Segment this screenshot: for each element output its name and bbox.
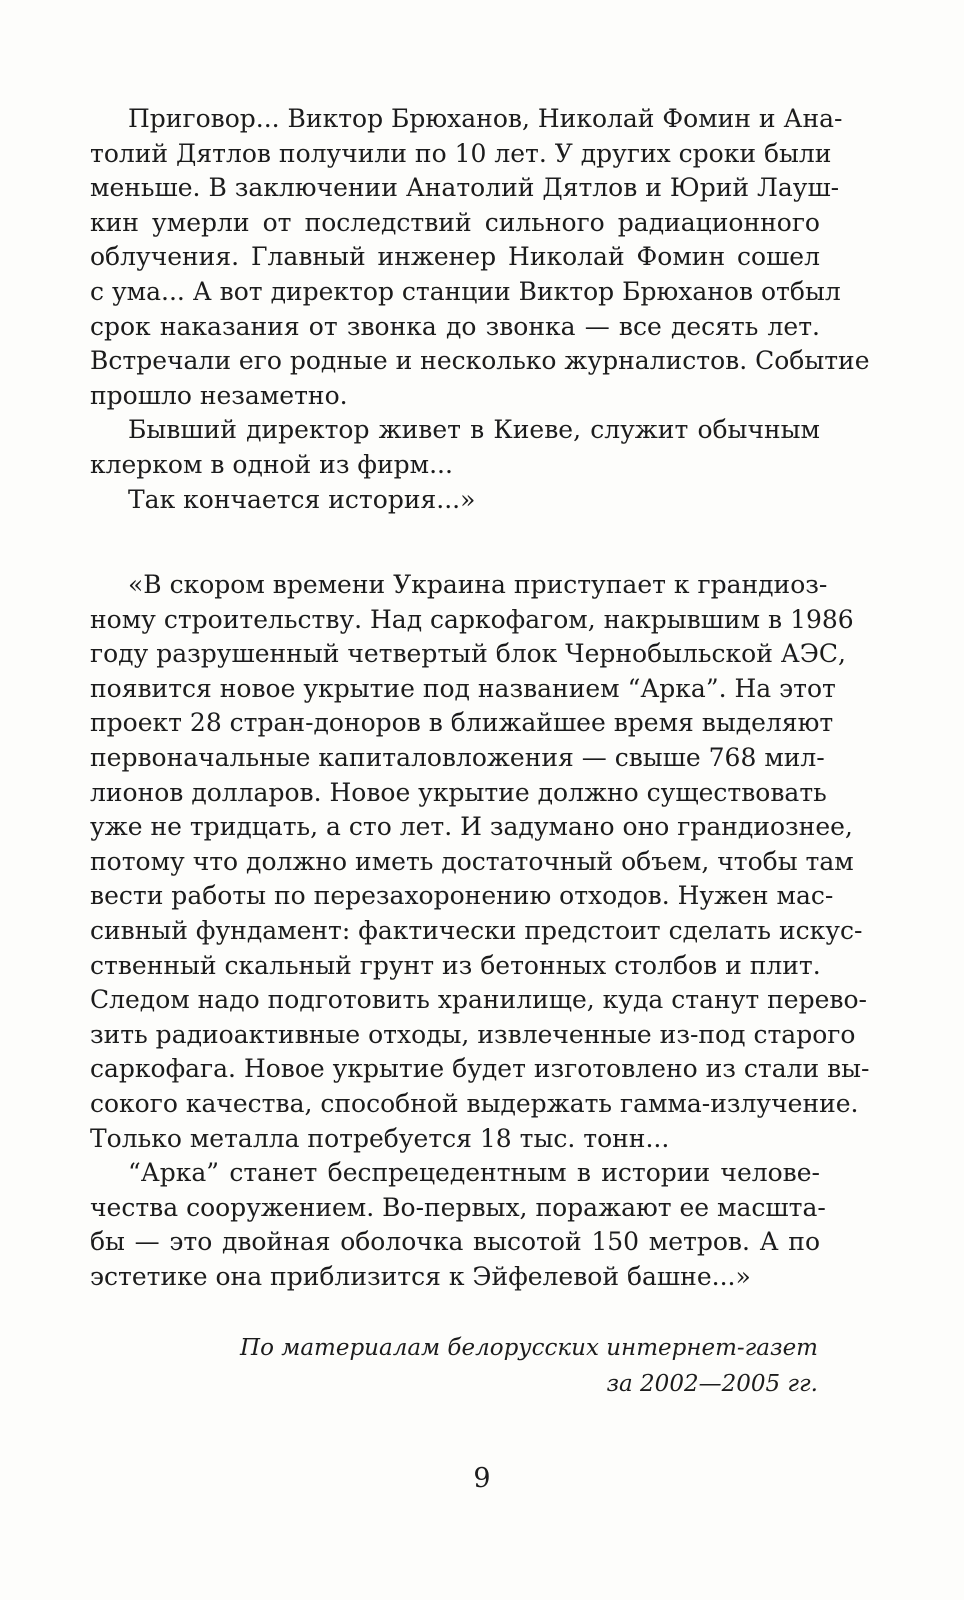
text-line: зить радиоактивные отходы, извлеченные из-под старого bbox=[90, 1019, 856, 1049]
text-line: проект 28 стран-доноров в ближайшее время выделяют bbox=[90, 708, 834, 738]
text-line: вести работы по перезахоронению отходов. Нужен мас- bbox=[90, 881, 834, 911]
text-line: облучения. Главный инженер Николай Фомин сошел bbox=[90, 242, 820, 272]
text-line: уже не тридцать, а сто лет. И задумано оно грандиознее, bbox=[90, 812, 853, 842]
text-line: ственный скальный грунт из бетонных столбов и плит. bbox=[90, 950, 821, 980]
text-line: эстетике она приблизится к Эйфелевой башне...» bbox=[90, 1261, 751, 1291]
text-line: первоначальные капиталовложения — свыше 768 мил- bbox=[90, 742, 825, 772]
paragraph-verdict bbox=[90, 102, 870, 517]
paragraph-arka bbox=[90, 568, 870, 1294]
text-line: клерком в одной из фирм... bbox=[90, 449, 453, 479]
text-line: “Арка” станет беспрецедентным в истории челове- bbox=[128, 1158, 820, 1188]
text-line: Встречали его родные и несколько журналистов. Событие bbox=[90, 346, 870, 376]
text-line: меньше. В заключении Анатолий Дятлов и Юрий Лауш- bbox=[90, 173, 840, 203]
page-number: 9 bbox=[473, 1463, 491, 1494]
source-line: По материалам белорусских интернет-газет bbox=[240, 1335, 818, 1361]
text-line: с ума... А вот директор станции Виктор Брюханов отбыл bbox=[90, 276, 841, 306]
text-line: толий Дятлов получили по 10 лет. У других сроки были bbox=[90, 138, 832, 168]
text-line: срок наказания от звонка до звонка — все десять лет. bbox=[90, 311, 820, 341]
text-line: Следом надо подготовить хранилище, куда станут перево- bbox=[90, 985, 867, 1015]
text-line: кин умерли от последствий сильного радиационного bbox=[90, 207, 820, 237]
text-line: саркофага. Новое укрытие будет изготовлено из стали вы- bbox=[90, 1054, 870, 1084]
text-line: сокого качества, способной выдержать гамма-излучение. bbox=[90, 1088, 859, 1118]
text-line: «В скором времени Украина приступает к грандиоз- bbox=[128, 570, 828, 599]
text-line: году разрушенный четвертый блок Чернобыльской АЭС, bbox=[90, 639, 846, 669]
source-attribution bbox=[240, 1330, 818, 1402]
text-line: прошло незаметно. bbox=[90, 380, 348, 410]
text-line: бы — это двойная оболочка высотой 150 метров. А по bbox=[90, 1227, 820, 1257]
text-line: чества сооружением. Во-первых, поражают ее масшта- bbox=[90, 1192, 826, 1222]
text-line: сивный фундамент: фактически предстоит сделать искус- bbox=[90, 915, 863, 945]
text-line: Приговор... Виктор Брюханов, Николай Фомин и Ана- bbox=[128, 104, 843, 133]
text-line: Бывший директор живет в Киеве, служит обычным bbox=[128, 415, 820, 445]
text-line: появится новое укрытие под названием “Арка”. На этот bbox=[90, 673, 836, 703]
text-line: Только металла потребуется 18 тыс. тонн... bbox=[90, 1123, 670, 1153]
source-line: за 2002—2005 гг. bbox=[606, 1371, 818, 1397]
text-line: Так кончается история...» bbox=[128, 484, 476, 514]
text-line: ному строительству. Над саркофагом, накрывшим в 1986 bbox=[90, 604, 854, 634]
text-line: потому что должно иметь достаточный объем, чтобы там bbox=[90, 846, 854, 876]
text-line: лионов долларов. Новое укрытие должно существовать bbox=[90, 777, 827, 807]
